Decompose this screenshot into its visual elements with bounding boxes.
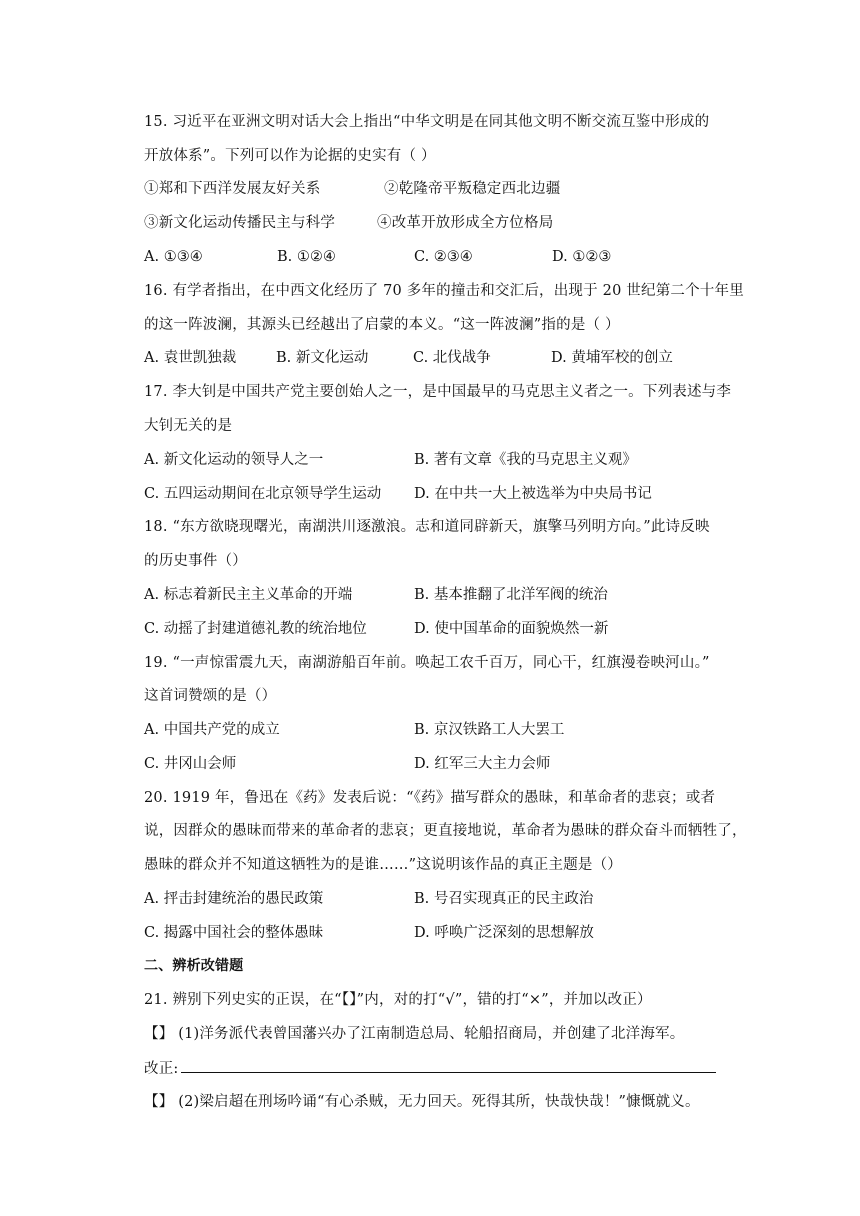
option-c[interactable]: C. 北伐战争 bbox=[413, 350, 491, 366]
q18-stem-line2: 的历史事件（） bbox=[144, 553, 247, 569]
option-b[interactable]: B. 著有文章《我的马克思主义观》 bbox=[414, 452, 637, 468]
q18-stem-line1: 18. “东方欲晓现曙光，南湖洪川逐激浪。志和道同辟新天，旗擎马列明方向。”此诗反映 bbox=[144, 519, 710, 535]
q15-stem-line1: 15. 习近平在亚洲文明对话大会上指出“中华文明是在同其他文明不断交流互鉴中形成的 bbox=[144, 114, 710, 130]
q17-stem-line2: 大钊无关的是 bbox=[144, 418, 233, 434]
option-d[interactable]: D. 使中国革命的面貌焕然一新 bbox=[414, 621, 609, 637]
option-a[interactable]: A. 标志着新民主主义革命的开端 bbox=[144, 587, 353, 603]
option-a[interactable]: A. 袁世凯独裁 bbox=[144, 350, 237, 366]
option-d[interactable]: D. 呼唤广泛深刻的思想解放 bbox=[414, 925, 594, 941]
q20-stem-line1: 20. 1919 年，鲁迅在《药》发表后说：“《药》描写群众的愚昧，和革命者的悲哀；或者 bbox=[144, 790, 716, 806]
q15-item-1: ①郑和下西洋发展友好关系 bbox=[144, 181, 321, 197]
q20-stem-line3: 愚昧的群众并不知道这牺牲为的是谁……”这说明该作品的真正主题是（） bbox=[144, 857, 623, 873]
q21-sub-item-1: 【】 (1)洋务派代表曾国藩兴办了江南制造总局、轮船招商局，并创建了北洋海军。 bbox=[144, 1026, 685, 1042]
q20-stem-line2: 说，因群众的愚昧而带来的革命者的悲哀；更直接地说，革命者为愚昧的群众奋斗而牺牲了， bbox=[144, 823, 747, 839]
option-c[interactable]: C. 井冈山会师 bbox=[144, 756, 237, 772]
option-b[interactable]: B. 新文化运动 bbox=[276, 350, 369, 366]
q16-stem-line2: 的这一阵波澜，其源头已经越出了启蒙的本义。“这一阵波澜”指的是（ ） bbox=[144, 317, 620, 333]
q15-item-3: ③新文化运动传播民主与科学 bbox=[144, 215, 336, 231]
q15-item-4: ④改革开放形成全方位格局 bbox=[377, 215, 554, 231]
correction-label: 改正: bbox=[144, 1061, 179, 1077]
option-d[interactable]: D. 黄埔军校的创立 bbox=[551, 350, 673, 366]
option-c[interactable]: C. 揭露中国社会的整体愚昧 bbox=[144, 925, 324, 941]
option-c[interactable]: C. 动摇了封建道德礼教的统治地位 bbox=[144, 621, 367, 637]
q21-sub-item-2: 【】 (2)梁启超在刑场吟诵“有心杀贼，无力回天。死得其所，快哉快哉！”慷慨就义。 bbox=[144, 1094, 700, 1110]
q19-stem-line1: 19. “一声惊雷震九天，南湖游船百年前。唤起工农千百万，同心干，红旗漫卷映河山。” bbox=[144, 655, 710, 671]
option-b[interactable]: B. 京汉铁路工人大罢工 bbox=[414, 722, 565, 738]
option-d[interactable]: D. ①②③ bbox=[552, 249, 612, 265]
q15-stem-line2: 开放体系”。下列可以作为论据的史实有（ ） bbox=[144, 148, 436, 164]
option-c[interactable]: C. ②③④ bbox=[414, 249, 473, 265]
option-a[interactable]: A. ①③④ bbox=[144, 249, 203, 265]
q21-correction-row bbox=[144, 1058, 716, 1079]
q16-stem-line1: 16. 有学者指出，在中西文化经历了 70 多年的撞击和交汇后，出现于 20 世纪第二个十年里 bbox=[144, 283, 744, 299]
q17-stem-line1: 17. 李大钊是中国共产党主要创始人之一，是中国最早的马克思主义者之一。下列表述与李 bbox=[144, 384, 732, 400]
section-title: 二、辨析改错题 bbox=[144, 958, 244, 974]
option-b[interactable]: B. 号召实现真正的民主政治 bbox=[414, 891, 594, 907]
correction-answer-line[interactable] bbox=[181, 1058, 716, 1073]
q19-stem-line2: 这首词赞颂的是（） bbox=[144, 688, 277, 704]
option-a[interactable]: A. 新文化运动的领导人之一 bbox=[144, 452, 324, 468]
option-d[interactable]: D. 在中共一大上被选举为中央局书记 bbox=[414, 486, 652, 502]
option-c[interactable]: C. 五四运动期间在北京领导学生运动 bbox=[144, 486, 382, 502]
q21-stem: 21. 辨别下列史实的正误，在“【】”内，对的打“√”，错的打“×”，并加以改正） bbox=[144, 992, 652, 1008]
q15-item-2: ②乾隆帝平叛稳定西北边疆 bbox=[384, 181, 561, 197]
option-b[interactable]: B. 基本推翻了北洋军阀的统治 bbox=[414, 587, 608, 603]
option-a[interactable]: A. 中国共产党的成立 bbox=[144, 722, 280, 738]
option-a[interactable]: A. 抨击封建统治的愚民政策 bbox=[144, 891, 324, 907]
option-d[interactable]: D. 红军三大主力会师 bbox=[414, 756, 551, 772]
option-b[interactable]: B. ①②④ bbox=[277, 249, 336, 265]
